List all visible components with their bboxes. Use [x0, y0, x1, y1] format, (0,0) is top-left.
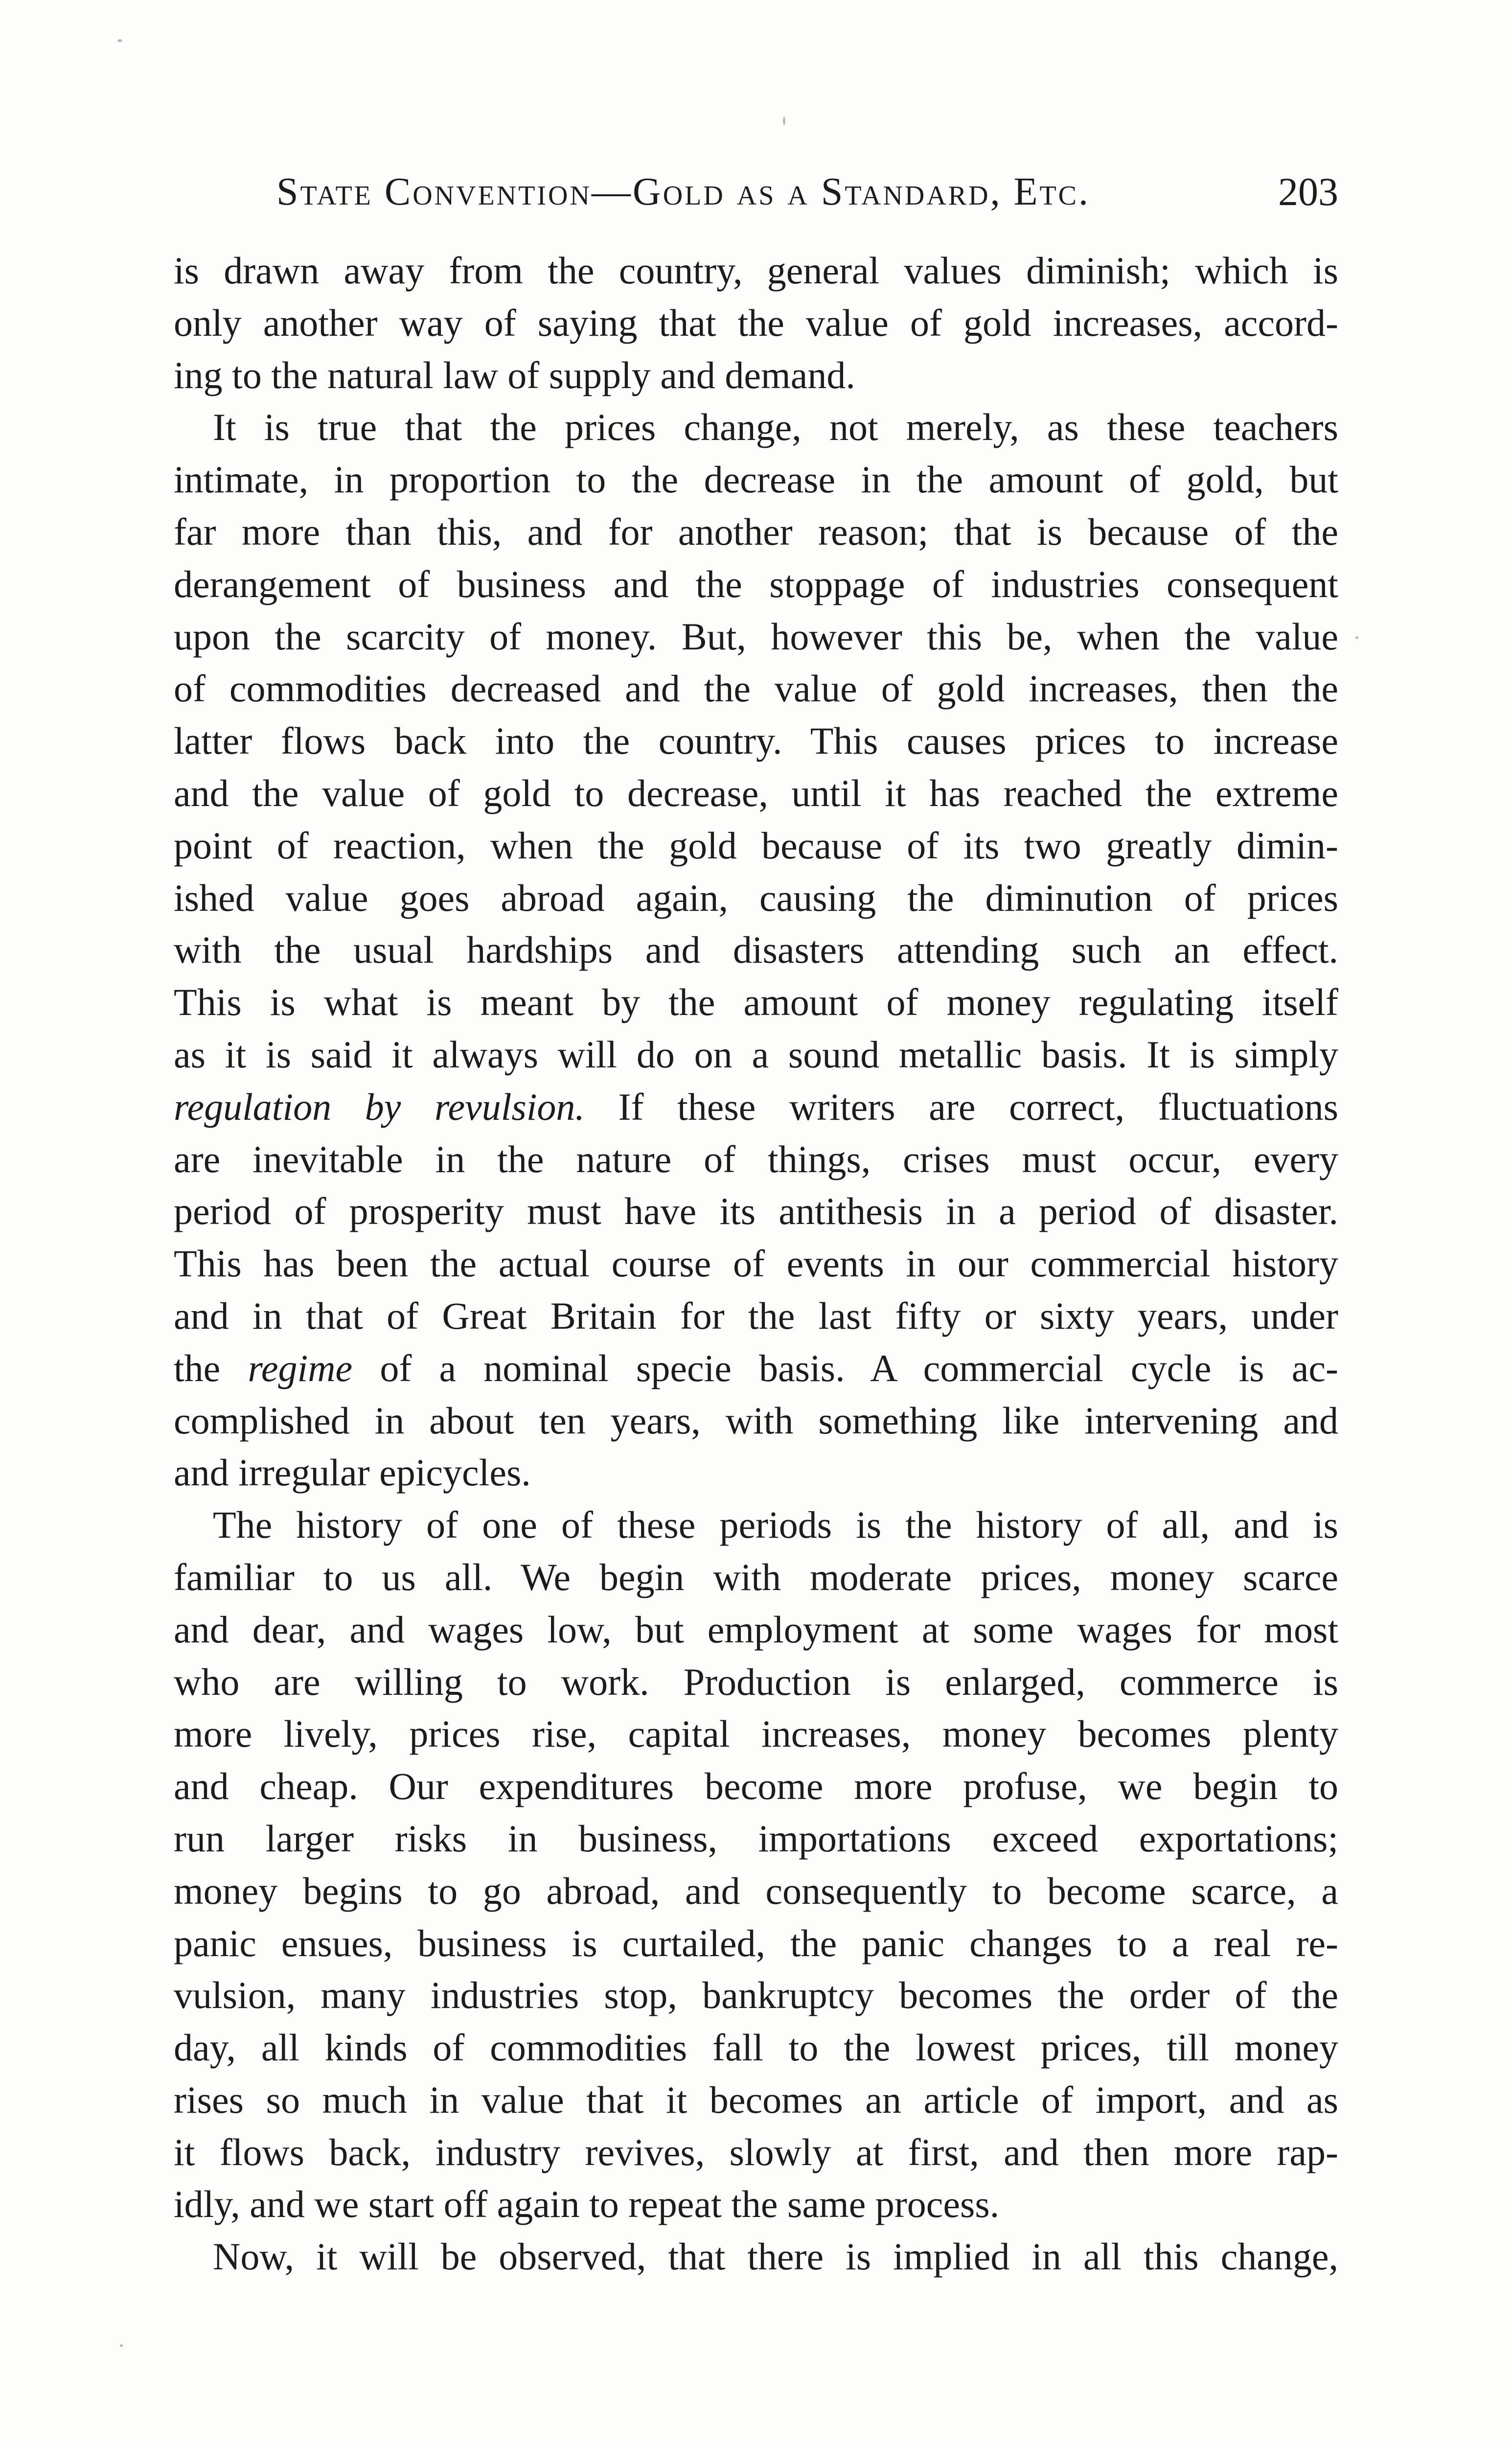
text-line: far more than this, and for another reason; that is because of the — [174, 510, 1338, 553]
text-line: and the value of gold to decrease, until it has reached the extreme — [174, 771, 1338, 814]
text-line: money begins to go abroad, and consequently to become scarce, a — [174, 1869, 1338, 1912]
text-line: and in that of Great Britain for the last fifty or sixty years, under — [174, 1294, 1338, 1337]
paper-speck — [120, 2344, 123, 2347]
text-line — [174, 1081, 1338, 1133]
text-line: as it is said it always will do on a sound metallic basis. It is simply — [174, 1033, 1338, 1076]
text-line: is drawn away from the country, general values diminish; which is — [174, 249, 1338, 292]
text-line: only another way of saying that the value of gold increases, accord- — [174, 301, 1338, 344]
text-line: This has been the actual course of events in our commercial history — [174, 1242, 1338, 1285]
page-number: 203 — [1278, 169, 1338, 214]
page-header — [174, 167, 1338, 221]
text-line: period of prosperity must have its antithesis in a period of disaster. — [174, 1190, 1338, 1233]
paragraph — [174, 1499, 1338, 2231]
body-text — [174, 245, 1338, 2283]
text-line: it flows back, industry revives, slowly at first, and then more rap- — [174, 2130, 1338, 2173]
text-line: This is what is meant by the amount of money regulating itself — [174, 981, 1338, 1024]
paragraph — [174, 401, 1338, 1499]
text-line: The history of one of these periods is the history of all, and is — [213, 1503, 1338, 1547]
text-line: run larger risks in business, importations exceed exportations; — [174, 1817, 1338, 1860]
text-line: and irregular epicycles. — [174, 1451, 531, 1494]
italic-phrase: regulation by revulsion. — [174, 1085, 585, 1128]
paper-speck — [783, 116, 785, 125]
paper-speck — [117, 39, 122, 42]
text-line: of commodities decreased and the value of gold increases, then the — [174, 667, 1338, 710]
text-segment: of a nominal specie basis. A commercial cycle is ac- — [352, 1346, 1338, 1389]
text-segment: the — [174, 1346, 248, 1389]
text-line: day, all kinds of commodities fall to the lowest prices, till money — [174, 2026, 1338, 2069]
text-line: rises so much in value that it becomes an article of import, and as — [174, 2078, 1338, 2121]
text-line: intimate, in proportion to the decrease in the amount of gold, but — [174, 458, 1338, 501]
text-line: and dear, and wages low, but employment at some wages for most — [174, 1608, 1338, 1651]
text-line: more lively, prices rise, capital increases, money becomes plenty — [174, 1712, 1338, 1755]
text-line: vulsion, many industries stop, bankruptcy becomes the order of the — [174, 1974, 1338, 2017]
text-line — [174, 1342, 1338, 1395]
text-line: It is true that the prices change, not merely, as these teachers — [213, 406, 1338, 449]
text-line: ished value goes abroad again, causing the diminution of prices — [174, 876, 1338, 919]
text-line: upon the scarcity of money. But, however this be, when the value — [174, 615, 1338, 658]
italic-word: regime — [248, 1346, 353, 1389]
text-line: familiar to us all. We begin with moderate prices, money scarce — [174, 1555, 1338, 1598]
text-line: point of reaction, when the gold because of its two greatly dimin- — [174, 824, 1338, 867]
text-line: latter flows back into the country. This causes prices to increase — [174, 719, 1338, 762]
text-line: panic ensues, business is curtailed, the panic changes to a real re- — [174, 1921, 1338, 1964]
text-line: who are willing to work. Production is enlarged, commerce is — [174, 1660, 1338, 1703]
text-line: complished in about ten years, with something like intervening and — [174, 1399, 1338, 1442]
paragraph — [174, 245, 1338, 401]
text-line: ing to the natural law of supply and demand. — [174, 353, 855, 396]
text-segment: If these writers are correct, fluctuations — [584, 1085, 1338, 1128]
text-line: are inevitable in the nature of things, crises must occur, every — [174, 1137, 1338, 1180]
text-line: idly, and we start off again to repeat the same process. — [174, 2183, 1000, 2226]
paper-speck — [1355, 636, 1358, 639]
text-line: with the usual hardships and disasters attending such an effect. — [174, 928, 1338, 971]
paragraph — [174, 2231, 1338, 2283]
text-line: derangement of business and the stoppage of industries consequent — [174, 562, 1338, 605]
text-line: and cheap. Our expenditures become more profuse, we begin to — [174, 1765, 1338, 1808]
running-head: State Convention—Gold as a Standard, Etc. — [276, 170, 1091, 213]
text-line: Now, it will be observed, that there is implied in all this change, — [213, 2235, 1338, 2278]
